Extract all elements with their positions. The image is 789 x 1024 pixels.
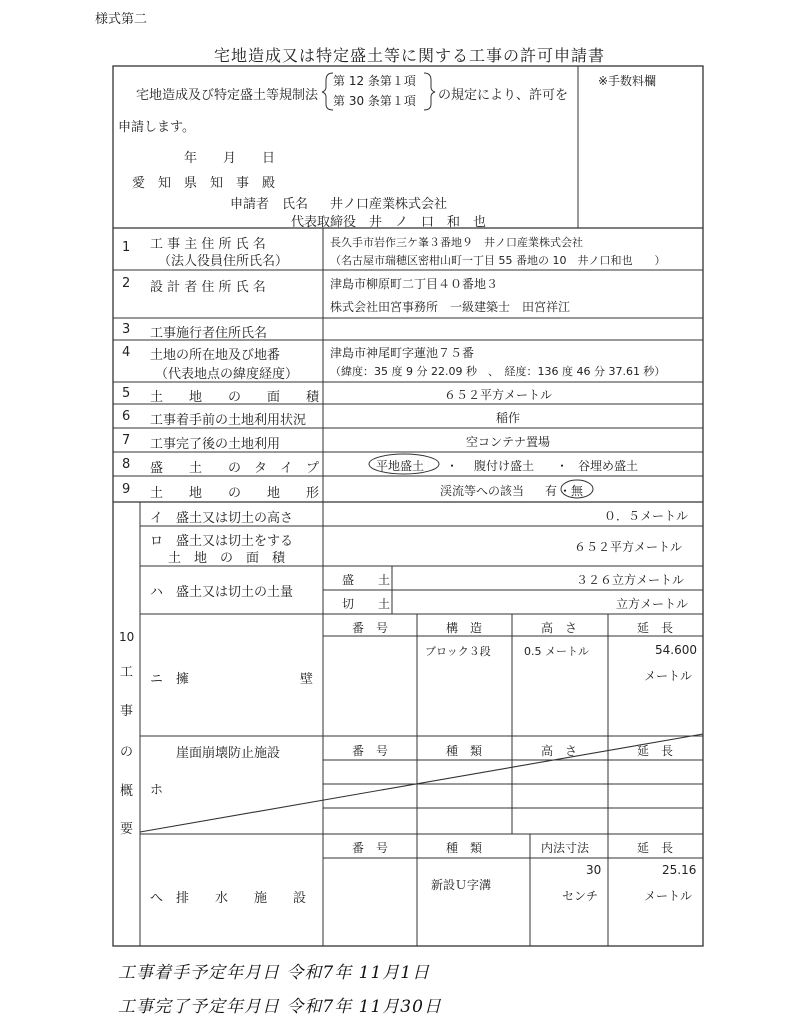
form-title: 宅地造成又は特定盛土等に関する工事の許可申請書 bbox=[214, 46, 606, 65]
wall-header-number: 番 号 bbox=[352, 621, 389, 635]
cliff-facility-mark: ホ bbox=[150, 783, 164, 798]
intro-line2: 申請します。 bbox=[118, 120, 195, 135]
wall-header-height: 高 さ bbox=[541, 621, 578, 635]
stream-no-selected: 無 bbox=[571, 484, 584, 498]
row-1-sublabel: （法人役員住所氏名） bbox=[158, 254, 289, 269]
drain-header-length: 延 長 bbox=[637, 841, 674, 855]
fill-type-separator-2: ・ bbox=[556, 459, 569, 473]
section-10-char-4: 概 bbox=[120, 784, 134, 799]
cliff-facility-label: 崖面崩壊防止施設 bbox=[176, 746, 281, 761]
section-10-char-5: 要 bbox=[120, 822, 134, 837]
row-4-number: 4 bbox=[122, 345, 131, 360]
addressee: 愛 知 県 知 事 殿 bbox=[132, 176, 276, 191]
cliff-header-kind: 種 類 bbox=[446, 744, 483, 758]
stream-question: 渓流等への該当 bbox=[440, 484, 525, 498]
row-5-value: ６５２平方メートル bbox=[444, 388, 553, 402]
drain-dimension-unit: センチ bbox=[562, 889, 599, 903]
row-4-label: 土地の所在地及び地番 bbox=[150, 348, 281, 363]
wall-header-structure: 構 造 bbox=[446, 621, 483, 635]
intro-tail: の規定により、許可を bbox=[438, 88, 569, 103]
row-5-label: 土 地 の 面 積 bbox=[150, 390, 320, 405]
article-2: 第 30 条第１項 bbox=[333, 94, 416, 108]
row-4-value: 津島市神尾町字蓮池７５番 bbox=[330, 346, 475, 360]
row-2-value-2: 株式会社田宮事務所 一級建築士 田宮祥江 bbox=[330, 300, 571, 314]
cliff-header-number: 番 号 bbox=[352, 744, 389, 758]
row-8-label: 盛 土 の タ イ プ bbox=[150, 461, 320, 476]
height-value: ０．５メートル bbox=[604, 509, 689, 523]
row-7-number: 7 bbox=[122, 433, 131, 448]
row-1-value: 長久手市岩作三ケ峯３番地９ 井ノ口産業株式会社 bbox=[330, 236, 583, 249]
drain-length-unit: メートル bbox=[644, 889, 693, 903]
drainage-label: へ 排 水 施 設 bbox=[150, 891, 307, 906]
fill-type-separator-1: ・ bbox=[446, 459, 459, 473]
row-2-number: 2 bbox=[122, 276, 131, 291]
retaining-wall-label-b: 壁 bbox=[300, 672, 314, 687]
row-3-label: 工事施行者住所氏名 bbox=[150, 326, 268, 341]
volume-label: ハ 盛土又は切土の土量 bbox=[150, 585, 294, 600]
representative: 代表取締役 井 ノ 口 和 也 bbox=[291, 215, 487, 230]
drain-kind-value: 新設Ｕ字溝 bbox=[431, 878, 492, 892]
row-2-label: 設 計 者 住 所 氏 名 bbox=[150, 280, 266, 295]
fill-volume-label: 盛 土 bbox=[342, 573, 391, 587]
row-6-number: 6 bbox=[122, 409, 131, 424]
area-value: ６５２平方メートル bbox=[574, 540, 683, 554]
fill-volume-value: ３２６立方メートル bbox=[576, 573, 685, 587]
section-10-char-1: 工 bbox=[120, 665, 134, 680]
height-label: イ 盛土又は切土の高さ bbox=[150, 511, 294, 526]
row-6-label: 工事着手前の土地利用状況 bbox=[150, 413, 307, 428]
row-2-value: 津島市柳原町二丁目４０番地３ bbox=[330, 277, 499, 291]
cut-volume-label: 切 土 bbox=[342, 597, 391, 611]
row-6-value: 稲作 bbox=[496, 411, 521, 425]
drain-header-kind: 種 類 bbox=[446, 841, 483, 855]
row-1-label: 工 事 主 住 所 氏 名 bbox=[150, 237, 266, 252]
wall-header-length: 延 長 bbox=[637, 621, 674, 635]
stream-yes: 有 bbox=[545, 484, 558, 498]
retaining-wall-label-a: ニ 擁 bbox=[150, 672, 190, 687]
area-label-2: 土 地 の 面 積 bbox=[168, 551, 286, 566]
section-10-number: 10 bbox=[119, 630, 135, 644]
drain-header-number: 番 号 bbox=[352, 841, 389, 855]
fill-type-flat-selected: 平地盛土 bbox=[376, 459, 425, 473]
fill-type-hillside: 腹付け盛土 bbox=[474, 459, 535, 473]
applicant-name: 井ノ口産業株式会社 bbox=[330, 197, 448, 212]
area-label-1: ロ 盛土又は切土をする bbox=[150, 534, 294, 549]
stream-separator: ・ bbox=[559, 484, 572, 498]
drain-dimension-value: 30 bbox=[586, 863, 602, 877]
row-9-label: 土 地 の 地 形 bbox=[150, 486, 320, 501]
cut-volume-value: 立方メートル bbox=[616, 597, 689, 611]
row-7-label: 工事完了後の土地利用 bbox=[150, 437, 281, 452]
row-1-number: 1 bbox=[122, 240, 131, 255]
wall-length-unit: メートル bbox=[644, 669, 693, 683]
section-10-char-2: 事 bbox=[120, 704, 134, 719]
drain-header-dimension: 内法寸法 bbox=[541, 841, 590, 855]
row-8-number: 8 bbox=[122, 457, 131, 472]
form-number: 様式第二 bbox=[95, 12, 148, 27]
handwritten-end-date: 工事完了予定年月日 令和7年 11月30日 bbox=[118, 997, 442, 1017]
section-10-char-3: の bbox=[120, 745, 134, 760]
row-5-number: 5 bbox=[122, 386, 131, 401]
row-4-value-2: （緯度：35 度 9 分 22.09 秒 、 経度：136 度 46 分 37.61 秒） bbox=[330, 365, 666, 378]
law-name: 宅地造成及び特定盛土等規制法 bbox=[136, 88, 319, 103]
row-9-number: 9 bbox=[122, 482, 131, 497]
fee-field-label: ※手数料欄 bbox=[598, 74, 657, 88]
cliff-header-length: 延 長 bbox=[637, 744, 674, 758]
article-1: 第 12 条第１項 bbox=[333, 74, 416, 88]
drain-length-value: 25.16 bbox=[662, 863, 697, 877]
application-date: 年 月 日 bbox=[184, 151, 276, 166]
cliff-header-height: 高 さ bbox=[541, 744, 578, 758]
row-1-value-2: （名古屋市瑞穂区密柑山町一丁目 55 番地の 10 井ノ口和也 ） bbox=[330, 254, 666, 267]
row-7-value: 空コンテナ置場 bbox=[466, 435, 551, 449]
row-3-number: 3 bbox=[122, 322, 131, 337]
handwritten-start-date: 工事着手予定年月日 令和7年 11月1日 bbox=[118, 963, 431, 983]
wall-length-value: 54.600 bbox=[655, 643, 697, 657]
applicant-label: 申請者 氏名 bbox=[230, 197, 309, 212]
row-4-sublabel: （代表地点の緯度経度） bbox=[155, 367, 299, 382]
wall-structure-value: ブロック３段 bbox=[425, 645, 491, 658]
wall-height-value: 0.5 メートル bbox=[524, 645, 589, 658]
fill-type-valley: 谷埋め盛土 bbox=[578, 459, 639, 473]
